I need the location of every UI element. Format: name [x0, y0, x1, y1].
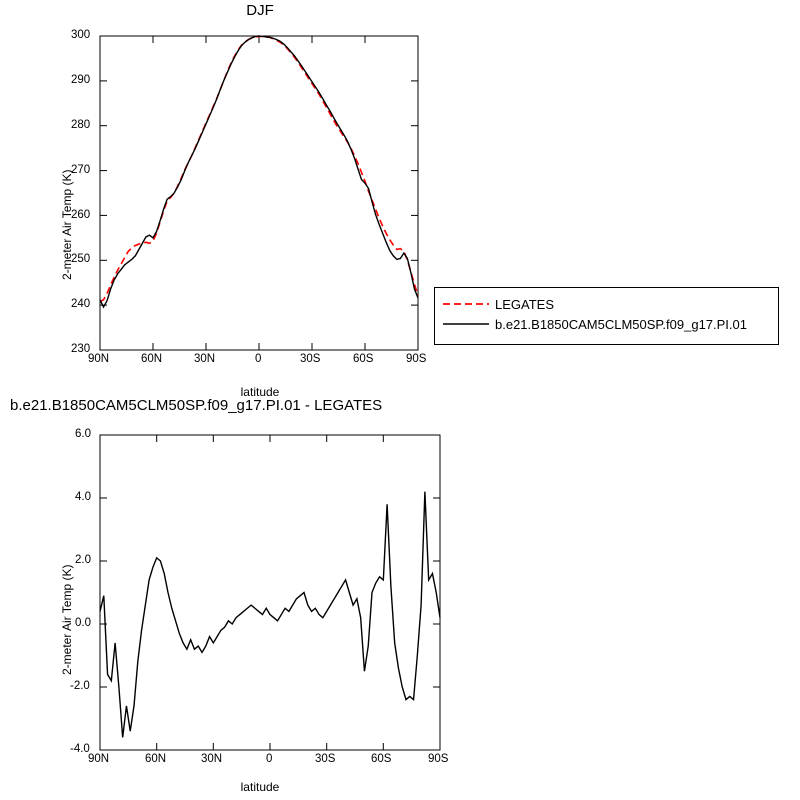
- legend-label-legates: LEGATES: [495, 296, 555, 312]
- bottom-ytick-6: 6.0: [75, 428, 91, 440]
- bottom-xtick-0: 0: [266, 753, 273, 765]
- bottom-xtick-30N: 30N: [201, 753, 223, 765]
- bottom-xtick-30S: 30S: [315, 753, 336, 765]
- top-series-legates: [100, 36, 418, 301]
- top-ytick-300: 300: [71, 29, 91, 41]
- top-ytick-260: 260: [71, 209, 91, 221]
- bottom-plot-frame: [100, 435, 440, 750]
- top-xtick-90N: 90N: [88, 353, 110, 365]
- top-ytick-290: 290: [71, 74, 91, 86]
- top-ytick-230: 230: [71, 343, 91, 355]
- top-xtick-90S: 90S: [406, 353, 427, 365]
- bottom-ytick-neg4: -4.0: [70, 743, 90, 755]
- top-xtick-60S: 60S: [353, 353, 374, 365]
- bottom-chart-xlabel: latitude: [240, 780, 280, 794]
- legend-label-model: b.e21.B1850CAM5CLM50SP.f09_g17.PI.01: [495, 316, 747, 332]
- top-chart-ylabel: 2-meter Air Temp (K): [60, 169, 74, 280]
- legend-item-model: [443, 314, 770, 334]
- bottom-xtick-90N: 90N: [88, 753, 110, 765]
- top-chart-xlabel: latitude: [240, 385, 280, 399]
- bottom-y-ticks: [100, 435, 440, 750]
- top-ytick-280: 280: [71, 119, 91, 131]
- top-xtick-30S: 30S: [300, 353, 321, 365]
- top-xtick-60N: 60N: [141, 353, 163, 365]
- bottom-chart-title: b.e21.B1850CAM5CLM50SP.f09_g17.PI.01 - LEGATES: [10, 397, 383, 414]
- legend-item-legates: [443, 294, 770, 314]
- legend: [434, 287, 779, 345]
- top-xtick-0: 0: [255, 353, 262, 365]
- top-series-model: [100, 36, 418, 307]
- top-ytick-250: 250: [71, 253, 91, 265]
- bottom-ytick-neg2: -2.0: [70, 680, 90, 692]
- bottom-ytick-0: 0.0: [75, 617, 91, 629]
- bottom-xtick-90S: 90S: [428, 753, 449, 765]
- bottom-ytick-2: 2.0: [75, 554, 91, 566]
- legend-swatch-dashed-red: [443, 298, 489, 310]
- bottom-chart-ylabel: 2-meter Air Temp (K): [60, 564, 74, 675]
- bottom-series-difference: [100, 492, 440, 738]
- top-chart-title: DJF: [246, 2, 274, 19]
- bottom-x-ticks: [100, 435, 440, 750]
- bottom-xtick-60N: 60N: [145, 753, 167, 765]
- top-ytick-270: 270: [71, 164, 91, 176]
- top-xtick-30N: 30N: [194, 353, 216, 365]
- bottom-chart-svg: [0, 395, 800, 800]
- top-ytick-240: 240: [71, 298, 91, 310]
- bottom-xtick-60S: 60S: [371, 753, 392, 765]
- bottom-chart-panel: [0, 395, 800, 800]
- bottom-ytick-4: 4.0: [75, 491, 91, 503]
- legend-swatch-solid-black: [443, 318, 489, 330]
